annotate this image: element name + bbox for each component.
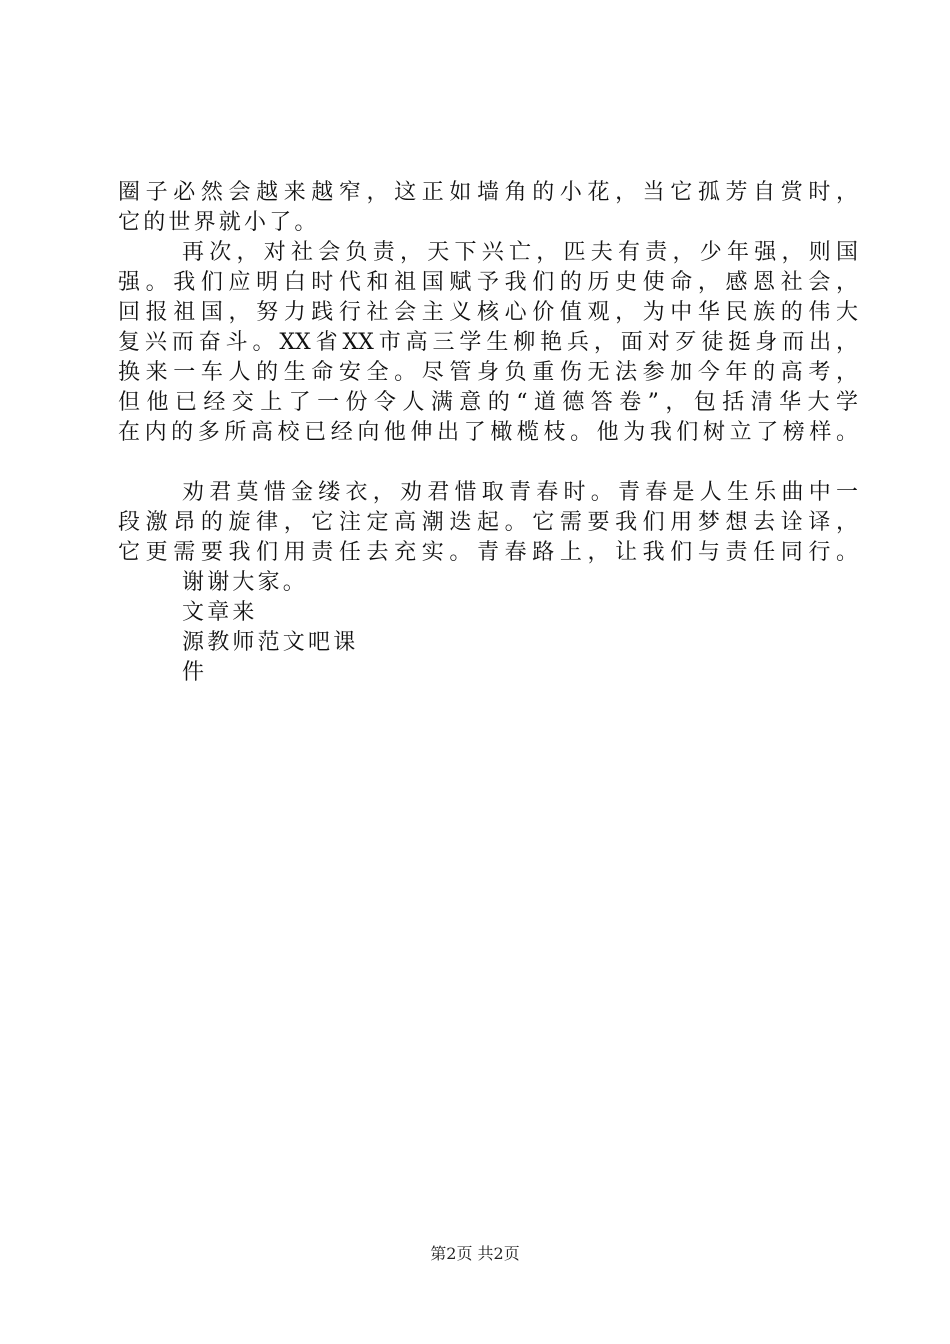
paragraph-gap [118,448,858,478]
paragraph [118,238,858,448]
text-line: 再次，对社会负责，天下兴亡，匹夫有责，少年强，则国 [182,240,858,265]
text-line: 在内的多所高校已经向他伸出了橄榄枝。他为我们树立了榜样。 [118,420,858,445]
page-number-footer: 第2页 共2页 [430,1244,520,1263]
text-line: 强。我们应明白时代和祖国赋予我们的历史使命，感恩社会， [118,270,858,295]
text-line: 但他已经交上了一份令人满意的“道德答卷”，包括清华大学 [118,390,858,415]
text-line: 件 [182,660,208,685]
text-line: 劝君莫惜金缕衣，劝君惜取青春时。青春是人生乐曲中一 [182,480,858,505]
text-line: 段激昂的旋律，它注定高潮迭起。它需要我们用梦想去诠译， [118,510,858,535]
text-line: 回报祖国，努力践行社会主义核心价值观，为中华民族的伟大 [118,300,858,325]
paragraph [118,568,858,688]
text-line: 换来一车人的生命安全。尽管身负重伤无法参加今年的高考， [118,360,858,385]
text-line: 源教师范文吧课 [182,630,359,655]
paragraph [118,178,858,238]
text-line: 圈子必然会越来越窄，这正如墙角的小花，当它孤芳自赏时， [118,180,858,205]
text-line: 谢谢大家。 [182,570,309,595]
text-line: 文章来 [182,600,258,625]
text-line: 它更需要我们用责任去充实。青春路上，让我们与责任同行。 [118,540,858,565]
text-line: 复兴而奋斗。XX省XX市高三学生柳艳兵，面对歹徒挺身而出， [118,330,858,355]
paragraph [118,478,858,568]
document-body [118,178,858,688]
text-line: 它的世界就小了。 [118,210,320,235]
